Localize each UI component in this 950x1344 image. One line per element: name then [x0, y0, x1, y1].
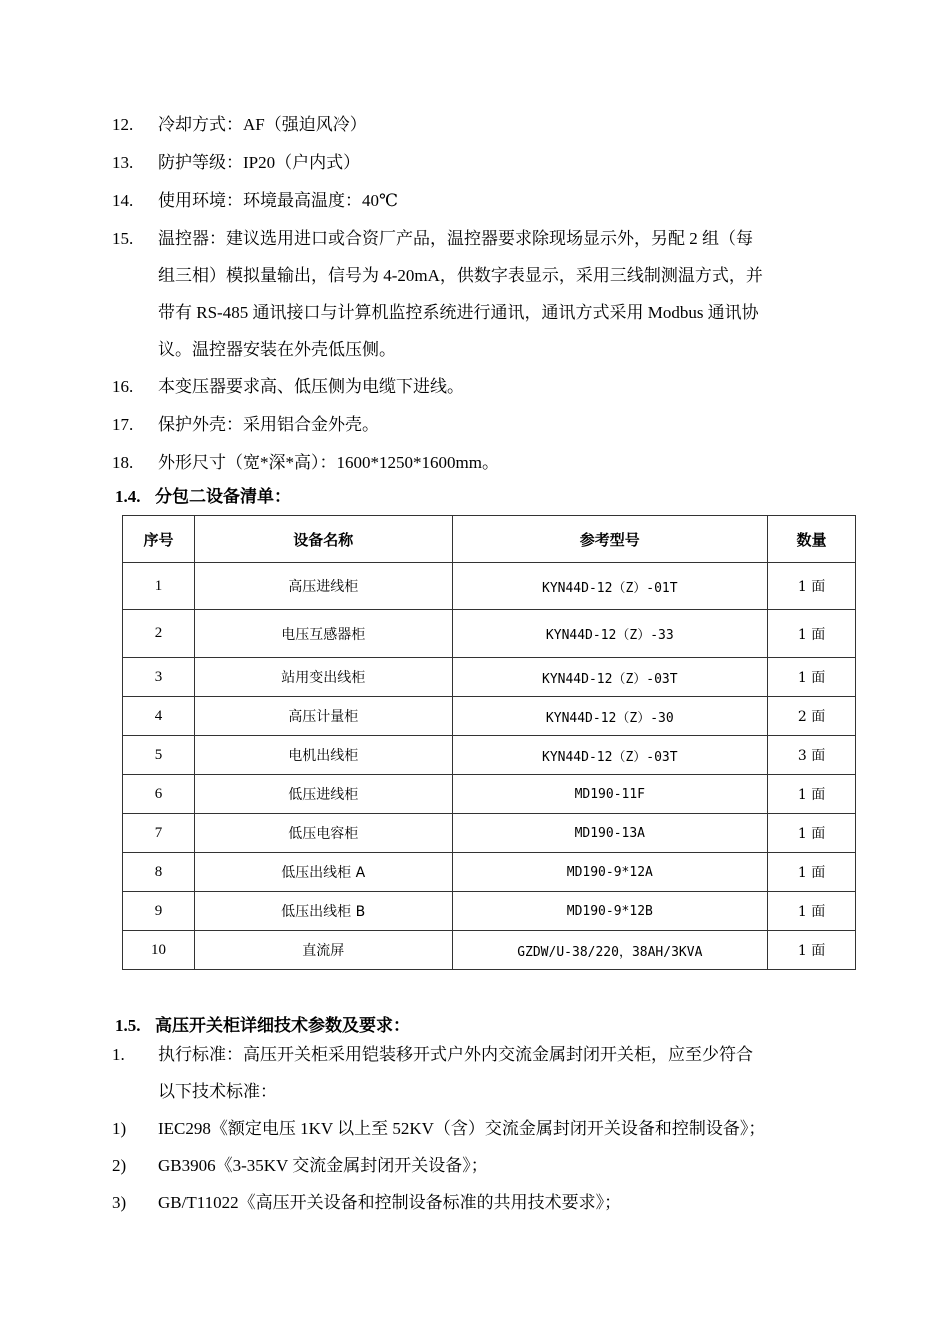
table-row: [123, 563, 856, 610]
section-title: 高压开关柜详细技术参数及要求：: [155, 1016, 410, 1036]
item-text: 外形尺寸（宽*深*高）：1600*1250*1600mm。: [158, 453, 499, 472]
item-text: GB3906《3-35KV 交流金属封闭开关设备》；: [158, 1156, 488, 1175]
table-row: [123, 736, 856, 775]
item-number: 1.: [112, 1045, 125, 1064]
cell-name: 电机出线柜: [194, 736, 452, 775]
header-quantity: 数量: [768, 516, 856, 563]
section-heading-1-4: [115, 482, 291, 507]
cell-name: 电压互感器柜: [194, 610, 452, 658]
cell-quantity: 1 面: [768, 563, 856, 610]
cell-index: 4: [123, 697, 195, 736]
item-text-line: 议。温控器安装在外壳低压侧。: [158, 340, 396, 359]
item-number: 2): [112, 1156, 127, 1175]
item-text: 防护等级：IP20（户内式）: [158, 153, 361, 172]
item-number: 12.: [112, 115, 134, 134]
cell-model: KYN44D-12（Z）-03T: [452, 658, 768, 697]
item-text-line: 以下技术标准：: [158, 1082, 277, 1101]
section-number: 1.4.: [115, 487, 141, 506]
item-number: 13.: [112, 153, 134, 172]
item-text: 使用环境：环境最高温度：40℃: [158, 191, 399, 210]
item-text-line: 组三相）模拟量输出，信号为 4-20mA，供数字表显示，采用三线制测温方式，并: [158, 266, 763, 285]
item-number: 15.: [112, 229, 134, 248]
equipment-table: [122, 515, 856, 970]
cell-quantity: 1 面: [768, 892, 856, 931]
cell-index: 7: [123, 814, 195, 853]
cell-index: 6: [123, 775, 195, 814]
table-row: [123, 892, 856, 931]
item-number: 17.: [112, 415, 134, 434]
cell-model: KYN44D-12（Z）-30: [452, 697, 768, 736]
table-row: [123, 697, 856, 736]
table-row: [123, 814, 856, 853]
section-number: 1.5.: [115, 1016, 141, 1035]
section-title: 分包二设备清单：: [155, 487, 291, 507]
cell-model: KYN44D-12（Z）-03T: [452, 736, 768, 775]
spec-item-14: [112, 182, 842, 220]
spec-item-18: [112, 444, 842, 482]
cell-name: 直流屏: [194, 931, 452, 970]
cell-quantity: 2 面: [768, 697, 856, 736]
item-text: 本变压器要求高、低压侧为电缆下进线。: [158, 377, 464, 396]
cell-name: 站用变出线柜: [194, 658, 452, 697]
item-text-line: 执行标准：高压开关柜采用铠装移开式户外内交流金属封闭开关柜，应至少符合: [158, 1045, 753, 1064]
cell-model: KYN44D-12（Z）-33: [452, 610, 768, 658]
table-row: [123, 775, 856, 814]
header-name: 设备名称: [194, 516, 452, 563]
table-row: [123, 853, 856, 892]
cell-name: 高压进线柜: [194, 563, 452, 610]
cell-quantity: 1 面: [768, 853, 856, 892]
cell-index: 3: [123, 658, 195, 697]
spec-item-12: [112, 106, 842, 144]
cell-model: MD190-9*12B: [452, 892, 768, 931]
cell-index: 2: [123, 610, 195, 658]
cell-name: 低压出线柜 B: [194, 892, 452, 931]
item-text: 保护外壳：采用铝合金外壳。: [158, 415, 379, 434]
cell-name: 高压计量柜: [194, 697, 452, 736]
item-text-line: 带有 RS-485 通讯接口与计算机监控系统进行通讯，通讯方式采用 Modbus 通讯协: [158, 303, 759, 322]
item-number: 14.: [112, 191, 134, 210]
cell-model: KYN44D-12（Z）-01T: [452, 563, 768, 610]
spec-item-13: [112, 144, 842, 182]
item-text: GB/T11022《高压开关设备和控制设备标准的共用技术要求》；: [158, 1193, 622, 1212]
cell-model: GZDW/U-38/220，38AH/3KVA: [452, 931, 768, 970]
table-row: [123, 658, 856, 697]
cell-name: 低压进线柜: [194, 775, 452, 814]
item-number: 3): [112, 1193, 127, 1212]
spec-list: [112, 106, 842, 482]
cell-quantity: 1 面: [768, 610, 856, 658]
req-item-3a: [112, 1184, 842, 1221]
cell-index: 10: [123, 931, 195, 970]
req-item-1: [112, 1036, 842, 1110]
cell-name: 低压电容柜: [194, 814, 452, 853]
item-text: IEC298《额定电压 1KV 以上至 52KV（含）交流金属封闭开关设备和控制设备》；: [158, 1119, 766, 1138]
cell-quantity: 1 面: [768, 658, 856, 697]
cell-index: 5: [123, 736, 195, 775]
header-index: 序号: [123, 516, 195, 563]
table-row: [123, 610, 856, 658]
cell-quantity: 1 面: [768, 931, 856, 970]
cell-index: 9: [123, 892, 195, 931]
spec-item-15: [112, 220, 842, 368]
requirements-list: [112, 1036, 842, 1221]
cell-model: MD190-9*12A: [452, 853, 768, 892]
cell-index: 8: [123, 853, 195, 892]
req-item-1a: [112, 1110, 842, 1147]
header-model: 参考型号: [452, 516, 768, 563]
cell-quantity: 1 面: [768, 814, 856, 853]
cell-index: 1: [123, 563, 195, 610]
item-text-line: 温控器：建议选用进口或合资厂产品，温控器要求除现场显示外，另配 2 组（每: [158, 229, 753, 248]
cell-name: 低压出线柜 A: [194, 853, 452, 892]
table-header-row: [123, 516, 856, 563]
item-text: [158, 220, 842, 368]
spec-item-17: [112, 406, 842, 444]
item-text: [158, 1036, 842, 1110]
item-text: 冷却方式：AF（强迫风冷）: [158, 115, 367, 134]
cell-model: MD190-11F: [452, 775, 768, 814]
cell-quantity: 1 面: [768, 775, 856, 814]
item-number: 16.: [112, 377, 134, 396]
item-number: 1): [112, 1119, 127, 1138]
cell-quantity: 3 面: [768, 736, 856, 775]
cell-model: MD190-13A: [452, 814, 768, 853]
section-heading-1-5: [115, 1011, 410, 1036]
item-number: 18.: [112, 453, 134, 472]
table-row: [123, 931, 856, 970]
req-item-2a: [112, 1147, 842, 1184]
spec-item-16: [112, 368, 842, 406]
